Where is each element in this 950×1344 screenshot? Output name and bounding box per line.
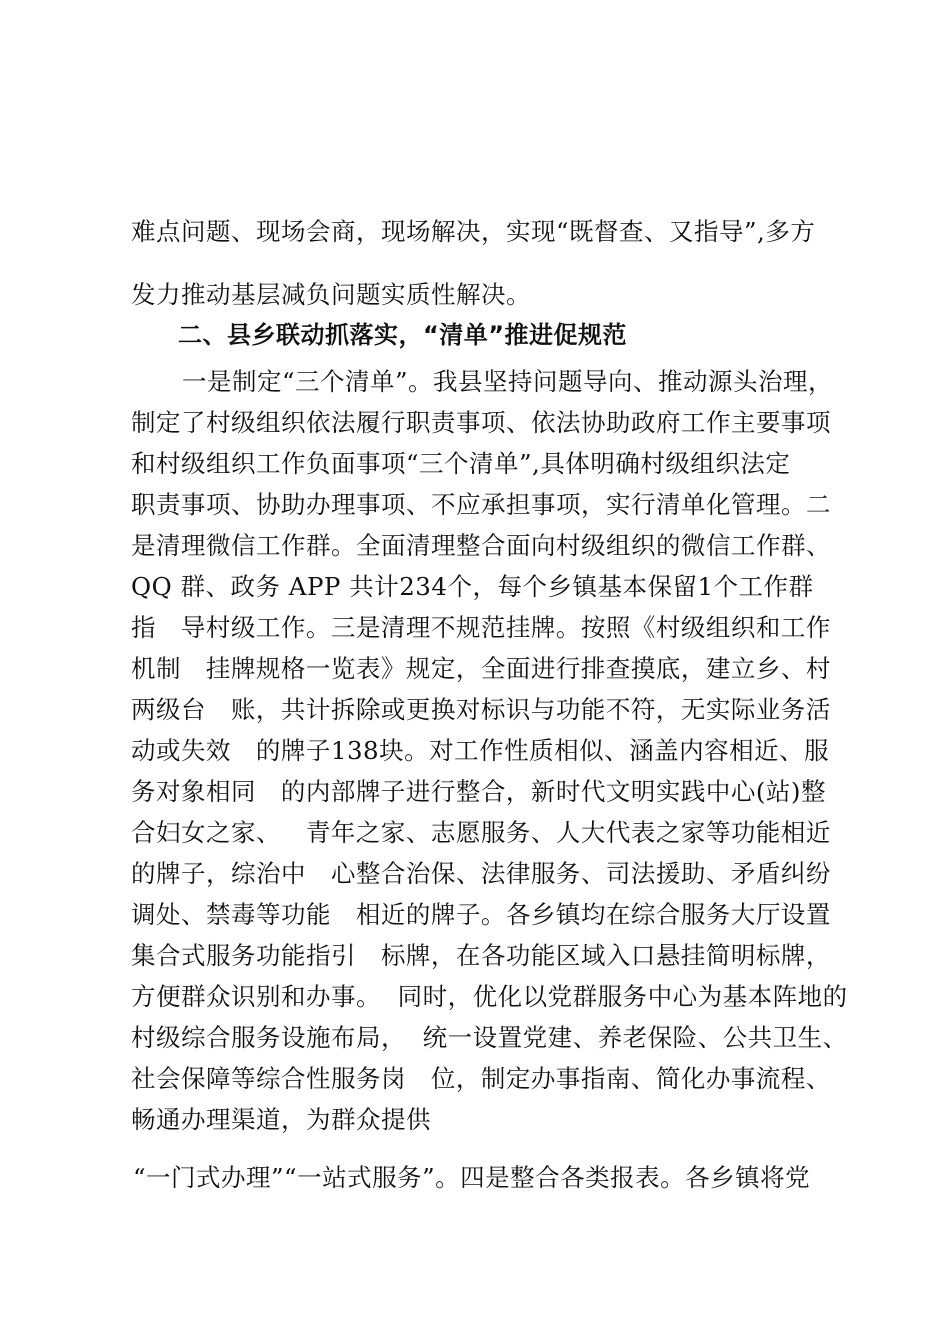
text-line: 两级台 账，共计拆除或更换对标识与功能不符，无实际业务活: [131, 695, 831, 724]
text-line: 集合式服务功能指引 标牌，在各功能区域入口悬挂简明标牌，: [131, 941, 831, 970]
text-line: 机制 挂牌规格一览表》规定，全面进行排查摸底，建立乡、村: [131, 654, 831, 683]
text-line: 畅通办理渠道，为群众提供: [131, 1105, 431, 1134]
text-line: 社会保障等综合性服务岗 位，制定办事指南、简化办事流程、: [131, 1064, 831, 1093]
text-line: 合妇女之家、 青年之家、志愿服务、人大代表之家等功能相近: [131, 818, 831, 847]
text-line: 动或失效 的牌子138块。对工作性质相似、涵盖内容相近、服: [131, 736, 830, 765]
text-line: 是清理微信工作群。全面清理整合面向村级组织的微信工作群、: [131, 531, 831, 560]
text-line: QQ 群、政务 APP 共计234个，每个乡镇基本保留1个工作群: [131, 572, 814, 601]
text-line: 调处、禁毒等功能 相近的牌子。各乡镇均在综合服务大厅设置: [131, 900, 831, 929]
text-line: 难点问题、现场会商，现场解决，实现“既督查、又指导”,多方: [131, 217, 816, 246]
text-line: 方便群众识别和办事。 同时，优化以党群服务中心为基本阵地的: [131, 982, 848, 1011]
text-line: 发力推动基层减负问题实质性解决。: [131, 280, 531, 309]
text-line: 务对象相同 的内部牌子进行整合，新时代文明实践中心(站)整: [131, 777, 826, 806]
text-line: 村级综合服务设施布局， 统一设置党建、养老保险、公共卫生、: [131, 1023, 848, 1052]
text-line: 指 导村级工作。三是清理不规范挂牌。按照《村级组织和工作: [131, 613, 831, 642]
section-heading: 二、县乡联动抓落实，“清单”推进促规范: [178, 321, 628, 349]
text-line: 制定了村级组织依法履行职责事项、依法协助政府工作主要事项: [131, 408, 831, 437]
text-line: 一是制定“三个清单”。我县坚持问题导向、推动源头治理，: [182, 367, 834, 396]
text-line: 职责事项、协助办理事项、不应承担事项，实行清单化管理。二: [131, 490, 831, 519]
text-line: “一门式办理”“一站式服务”。四是整合各类报表。各乡镇将党: [133, 1163, 811, 1192]
text-line: 的牌子，综治中 心整合治保、法律服务、司法援助、矛盾纠纷: [131, 859, 831, 888]
text-line: 和村级组织工作负面事项“三个清单”,具体明确村级组织法定: [131, 449, 791, 478]
